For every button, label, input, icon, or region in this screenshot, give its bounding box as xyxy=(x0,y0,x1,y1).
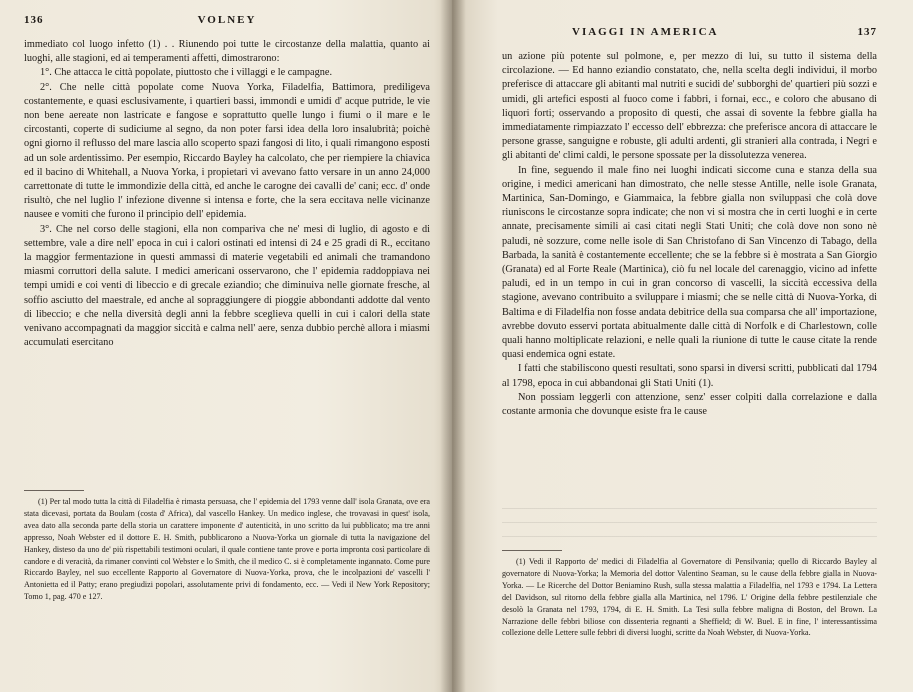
right-paragraph: un azione più potente sul polmone, e, per mezzo di lui, su tutto il sistema della circolazione. — Ed hanno eziandio constatato, che, nella scelta degli individui, il morbo preferisce di attaccare gli abitanti mal nutriti e sucidi de' subborghi de' quartieri più sozzi e umidi, gli artefici esposti al fuoco come i fabbri, i fornai, ecc., e coloro che abusano di liquori forti; osservando a proposito di questi, che assai di sovente la febbre gialla ha immediatamente rimpiazzato l' eccesso dell' ebbrezza: che preferisce ancora di attaccare le persone grasse, sanguigne e robuste, gli adulti ardenti, gli stranieri alla contrada, i Negri e gli abitanti de' climi caldi, le persone spossate per la dissolutezza venerea. xyxy=(502,51,877,162)
show-through-lines xyxy=(502,508,877,544)
right-page xyxy=(452,0,913,692)
left-footnote xyxy=(24,496,430,603)
left-page-number: 136 xyxy=(24,14,44,26)
left-paragraph: 2°. Che nelle città popolate come Nuova Yorka, Filadelfia, Battimora, prediligeva costantemente, e quasi esclusivamente, i quartieri bassi, immondi e umidi d' acque putride, le vie non bene aereate non lastricate e fangose e soprattutto quelle lungo i fiumi o il mare e le circostanti, coperte di sudiciume al segno, da non poter farsi idea della loro insalubrità; poichè ogni giorno il reflusso del mare lascia allo scoperto spazi fangosi di lito, i quali rimangono esposti ad un sole ardentissimo. Per esempio, Riccardo Bayley ha calcolato, che per riempiere la chiavica ed il bacino di Whitehall, a Nuova Yorka, i propietari vi avevano fatto versare in un anno 24,000 carrettonate di tutte le immondizie della città, ed anche le carogne dei cavalli de' cani; ecc. d' onde risultò, che nel luglio l' infezione divenne sì intensa e forte, che la sera eccitava nelle vicinanze nausee e vomiti che furono il principio dell' epidemia. xyxy=(24,81,430,221)
right-paragraph: In fine, seguendo il male fino nei luoghi indicati siccome cuna e stanza della sua origine, i medici americani han dimostrato, che nelle stesse Antille, nelle isole Granata, Martinica, San-Domingo, e Giammaica, la febbre gialla non sviluppasi che colà dove riuniscons le circostanze sopra indicate; che non vi si mostra che in certi luoghi e in certe annate, precisamente simili ai casi citati negli Stati Uniti; che colà dove non sono nè paludi, nè sozzure, come nelle isole di San Christofano di San Vincenzo di Tabago, della Barbada, la sanità è costantemente eccellente; che se la febbre si è mostrata a San Giorgio (Granata) ed al Forte Reale (Martinica), ciò fu nel locale del carenaggio, vicino ad infette paludi, ed in un tempo in cui in gran concorso di vascelli, la siccità eccessiva della stagione, avevano contribuito a sviluppare i miasmi; che se nelle città di Nuova-Yorka, di Baltima e di Filadelfia non fosse andata debitrice della sua comparsa che all' importazione, avrebbe dovuto esservi portata abitualmente dalle città di Norfolk e di Charlestown, colle quali hanno moltiplicate relazioni, e nelle quali la riunione di tutte le cause citate la rende quasi endemica ogni estate. xyxy=(502,164,877,361)
right-page-number: 137 xyxy=(857,26,877,38)
right-footnote-text: (1) Vedi il Rapporto de' medici di Filadelfia al Governatore di Pensilvania; quello di Riccardo Bayley al governatore di Nuova-Yorka; la Memoria del dottor Valentino Seaman, su le cause della febbre gialla in Nuova-Yorka. — Le Ricerche del Dottor Beniamino Rush, sulla stessa malattia a Filadelfia, nel 1793 e 1794. La Lettera del Davidson, sul ritorno della febbre gialla alla Martinica, nel 1796. L' Origine della febbre pestilenziale che desolò la Granata nel 1793, 1794, di E. H. Smith. La Tesi sulla febbre maligna di Boston, del Brown. La Narrazione delle febbri biliose con dissenteria regnanti a Sheffield; di W. Buel. E in fine, l' interessantissima collezione delle Lettere sulle febbri di diversi luoghi, scritte da Noah Webster, di Nuova-Yorka. xyxy=(502,557,877,638)
right-running-title: VIAGGI IN AMERICA xyxy=(572,26,719,38)
left-footnote-rule xyxy=(24,490,84,491)
left-running-title: VOLNEY xyxy=(197,14,257,26)
right-footnote-rule xyxy=(502,550,562,551)
right-body-text xyxy=(502,50,877,419)
left-paragraph: 3°. Che nel corso delle stagioni, ella non compariva che ne' mesi di luglio, di agosto e di settembre, vale a dire nell' epoca in cui i calori ostinati ed intensi di 24 e 25 gradi di R., eccitano la maggior fermentazione in questi ammassi di materie vegetabili ed animali che tramandono miasmi corruttori della salute. I medici americani osservarono, che l' epidemia raddoppiava nei tempi umidi e coi venti di libeccio e di grecale eziandio; che diminuiva nelle giornate fresche, al soffio asciutto del maestrale, ed anche al sopraggiungere di pioggie abbondanti addotte dal vento di libeccio; e che nella diversità degli anni la febbre sceglieva quelli in cui i calori della state venivano accompagnati da maggior siccità e calma nell' aere, senza dubbio perchè allora i miasmi accumulati esercitano xyxy=(24,223,430,349)
right-paragraph: Non possiam leggerli con attenzione, senz' esser colpiti dalla correlazione e dalla costante armonia che dovunque esiste fra le cause xyxy=(502,391,877,418)
left-paragraph: immediato col luogo infetto (1) . . Riunendo poi tutte le circostanze della malattia, quanto ai luoghi, alle stagioni, ed ai temperamenti affetti, dimostrarono: xyxy=(24,39,430,65)
right-page-header xyxy=(502,26,877,44)
right-paragraph: I fatti che stabiliscono questi resultati, sono sparsi in diversi scritti, pubblicati dal 1794 al 1798, epoca in cui abbandonai gli Stati Uniti (1). xyxy=(502,363,877,389)
left-page xyxy=(0,0,452,692)
left-footnote-text: (1) Per tal modo tutta la città di Filadelfia è rimasta persuasa, che l' epidemia del 1793 venne dall' isola Granata, ove era stata dicevasi, portata da Boulam (costa d' Africa), dal vascello Hankey. Un medico inglese, che trovavasi in quest' isola, avea dato alla seconda parte della storia un carattere imponente d' autenticità, in uno scritto da lui pubblicato; ma tre anni appresso, Noah Webster ed il dottore E. H. Smith, pubblicarono a Nuova-Yorka un giornale di tutta la navigazione del Hankey, disteso da uno de' più rispettabili testimoni oculari, il quale contiene tante prove e porta impronta così particolare di candore e di veracità, da rimaner convinti col Webster e lo Smith, che il medico C. si è completamente ingannato. Come pure Riccardo Bayley, nel suo eccellente Rapporto al Governatore di Nuova-Yorka, prova, che le incolpazioni de' vascelli l' Antonietta ed il Patty; erano pregiudizi popolari, assolutamente privi di fondamento, ecc. — Vedi il New York Repository; Tomo 1, pag. 470 e 127. xyxy=(24,497,430,602)
left-body-text xyxy=(24,38,430,350)
left-page-header xyxy=(24,14,430,32)
left-paragraph: 1°. Che attacca le città popolate, piuttosto che i villaggi e le campagne. xyxy=(40,67,333,79)
right-footnote xyxy=(502,556,877,639)
book-gutter xyxy=(440,0,466,692)
